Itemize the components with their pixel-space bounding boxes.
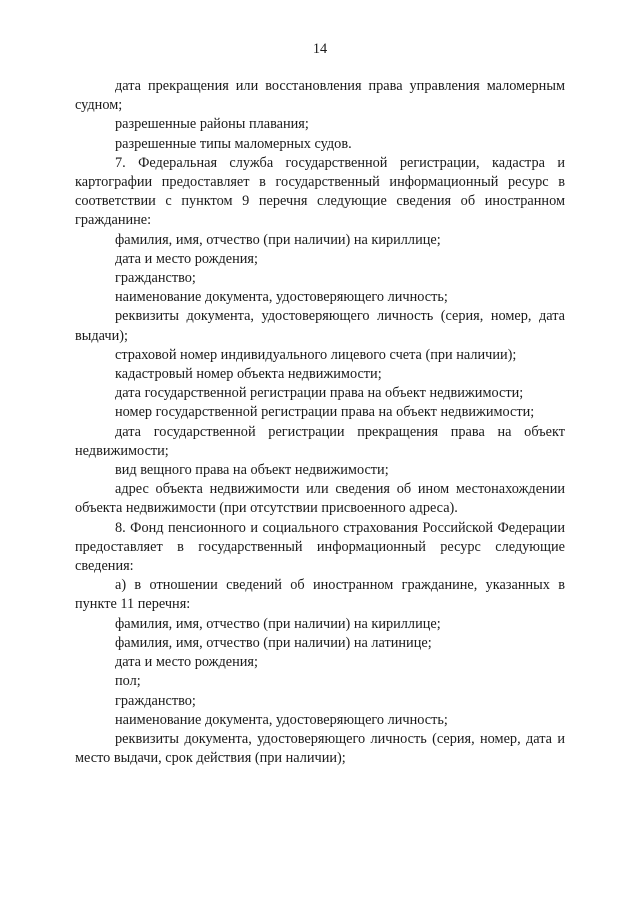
- paragraph: дата и место рождения;: [115, 654, 258, 671]
- paragraph: 8. Фонд пенсионного и социального страхования Российской Федерации предоставляет в государственный информационный ресурс следующие сведения:: [75, 519, 565, 575]
- paragraph: гражданство;: [115, 692, 196, 709]
- paragraph: номер государственной регистрации права на объект недвижимости;: [115, 404, 535, 421]
- paragraph: разрешенные типы маломерных судов.: [115, 135, 352, 152]
- paragraph: пол;: [115, 673, 141, 690]
- page-number: 14: [312, 41, 328, 57]
- paragraph: фамилия, имя, отчество (при наличии) на латинице;: [115, 634, 432, 651]
- paragraph: а) в отношении сведений об иностранном гражданине, указанных в пункте 11 перечня:: [75, 577, 565, 613]
- paragraph: гражданство;: [115, 270, 196, 287]
- paragraph: дата и место рождения;: [115, 250, 258, 267]
- paragraph: дата прекращения или восстановления права управления маломерным судном;: [75, 78, 565, 114]
- paragraph: разрешенные районы плавания;: [115, 116, 309, 133]
- paragraph: вид вещного права на объект недвижимости;: [115, 462, 389, 479]
- paragraph: реквизиты документа, удостоверяющего личность (серия, номер, дата выдачи);: [75, 308, 565, 344]
- paragraph: реквизиты документа, удостоверяющего личность (серия, номер, дата и место выдачи, срок действия (при наличии);: [75, 730, 565, 767]
- paragraph: дата государственной регистрации права на объект недвижимости;: [115, 385, 524, 402]
- paragraph: кадастровый номер объекта недвижимости;: [115, 366, 382, 383]
- paragraph: адрес объекта недвижимости или сведения об ином местонахождении объекта недвижимости (при отсутствии присвоенного адреса).: [75, 481, 565, 517]
- paragraph: фамилия, имя, отчество (при наличии) на кириллице;: [115, 615, 441, 632]
- paragraph: дата государственной регистрации прекращения права на объект недвижимости;: [75, 423, 565, 459]
- paragraph: страховой номер индивидуального лицевого счета (при наличии);: [115, 346, 517, 363]
- paragraph: фамилия, имя, отчество (при наличии) на кириллице;: [115, 231, 441, 248]
- paragraph: 7. Федеральная служба государственной регистрации, кадастра и картографии предоставляет в государственный информационный ресурс в соответствии с пунктом 9 перечня следующие сведения об иностранном гражданине:: [75, 154, 565, 229]
- paragraph: наименование документа, удостоверяющего личность;: [115, 289, 448, 306]
- document-body: [75, 77, 565, 768]
- paragraph: наименование документа, удостоверяющего личность;: [115, 711, 448, 728]
